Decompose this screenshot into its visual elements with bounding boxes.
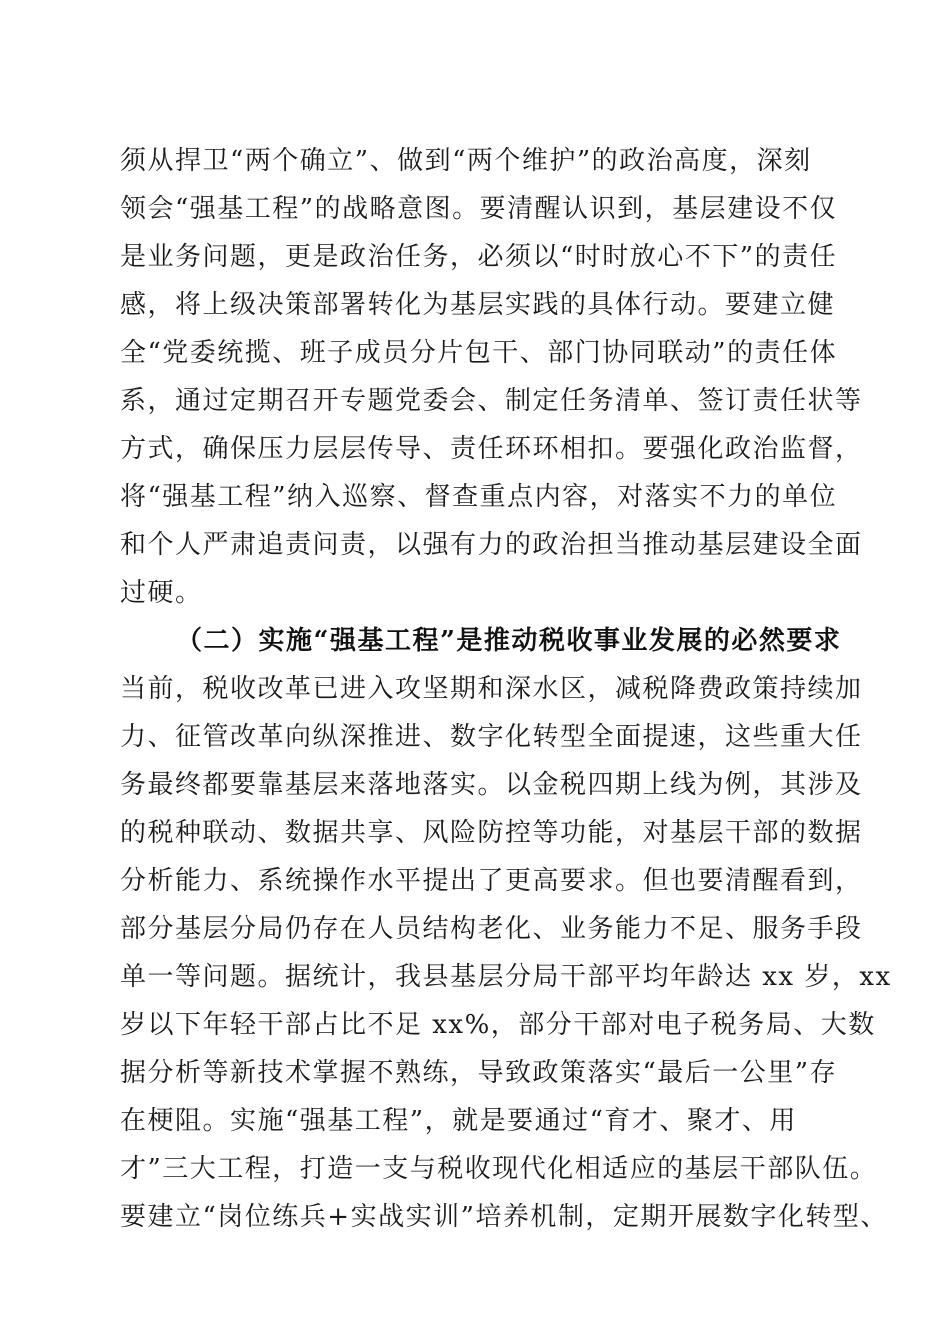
body-text-line: 要建立“岗位练兵+实战实训”培养机制，定期开展数字化转型、 — [120, 1202, 888, 1232]
body-text-line: 领会“强基工程”的战略意图。要清醒认识到，基层建设不仅 — [120, 194, 838, 224]
body-text-line: 感，将上级决策部署转化为基层实践的具体行动。要建立健 — [120, 290, 836, 320]
body-text-line: 方式，确保压力层层传导、责任环环相扣。要强化政治监督， — [120, 434, 863, 464]
body-text-line: 据分析等新技术掌握不熟练，导致政策落实“最后一公里”存 — [120, 1058, 838, 1088]
body-text-line: 务最终都要靠基层来落地落实。以金税四期上线为例，其涉及 — [120, 770, 863, 800]
body-text-line: 当前，税收改革已进入攻坚期和深水区，减税降费政策持续加 — [120, 674, 863, 704]
body-text-line: 力、征管改革向纵深推进、数字化转型全面提速，这些重大任 — [120, 722, 863, 752]
body-text-line: 的税种联动、数据共享、风险防控等功能，对基层干部的数据 — [120, 818, 863, 848]
body-text-line: 将“强基工程”纳入巡察、督查重点内容，对落实不力的单位 — [120, 482, 838, 512]
body-text-line: 单一等问题。据统计，我县基层分局干部平均年龄达 xx 岁，xx — [120, 962, 892, 992]
body-text-line: 过硬。 — [120, 578, 203, 608]
body-text-line: 须从捍卫“两个确立”、做到“两个维护”的政治高度，深刻 — [120, 146, 812, 176]
body-text-line: 全“党委统揽、班子成员分片包干、部门协同联动”的责任体 — [120, 338, 838, 368]
section-heading: （二）实施“强基工程”是推动税收事业发展的必然要求 — [176, 626, 842, 656]
body-text-line: 岁以下年轻干部占比不足 xx%，部分干部对电子税务局、大数 — [120, 1010, 876, 1040]
body-text-line: 在梗阻。实施“强基工程”，就是要通过“育才、聚才、用 — [120, 1106, 797, 1136]
body-text-line: 是业务问题，更是政治任务，必须以“时时放心不下”的责任 — [120, 242, 838, 272]
body-text-line: 和个人严肃追责问责，以强有力的政治担当推动基层建设全面 — [120, 530, 863, 560]
body-text-line: 部分基层分局仍存在人员结构老化、业务能力不足、服务手段 — [120, 914, 863, 944]
body-text-line: 分析能力、系统操作水平提出了更高要求。但也要清醒看到， — [120, 866, 863, 896]
body-text-line: 才”三大工程，打造一支与税收现代化相适应的基层干部队伍。 — [120, 1154, 878, 1184]
body-text-line: 系，通过定期召开专题党委会、制定任务清单、签订责任状等 — [120, 386, 863, 416]
